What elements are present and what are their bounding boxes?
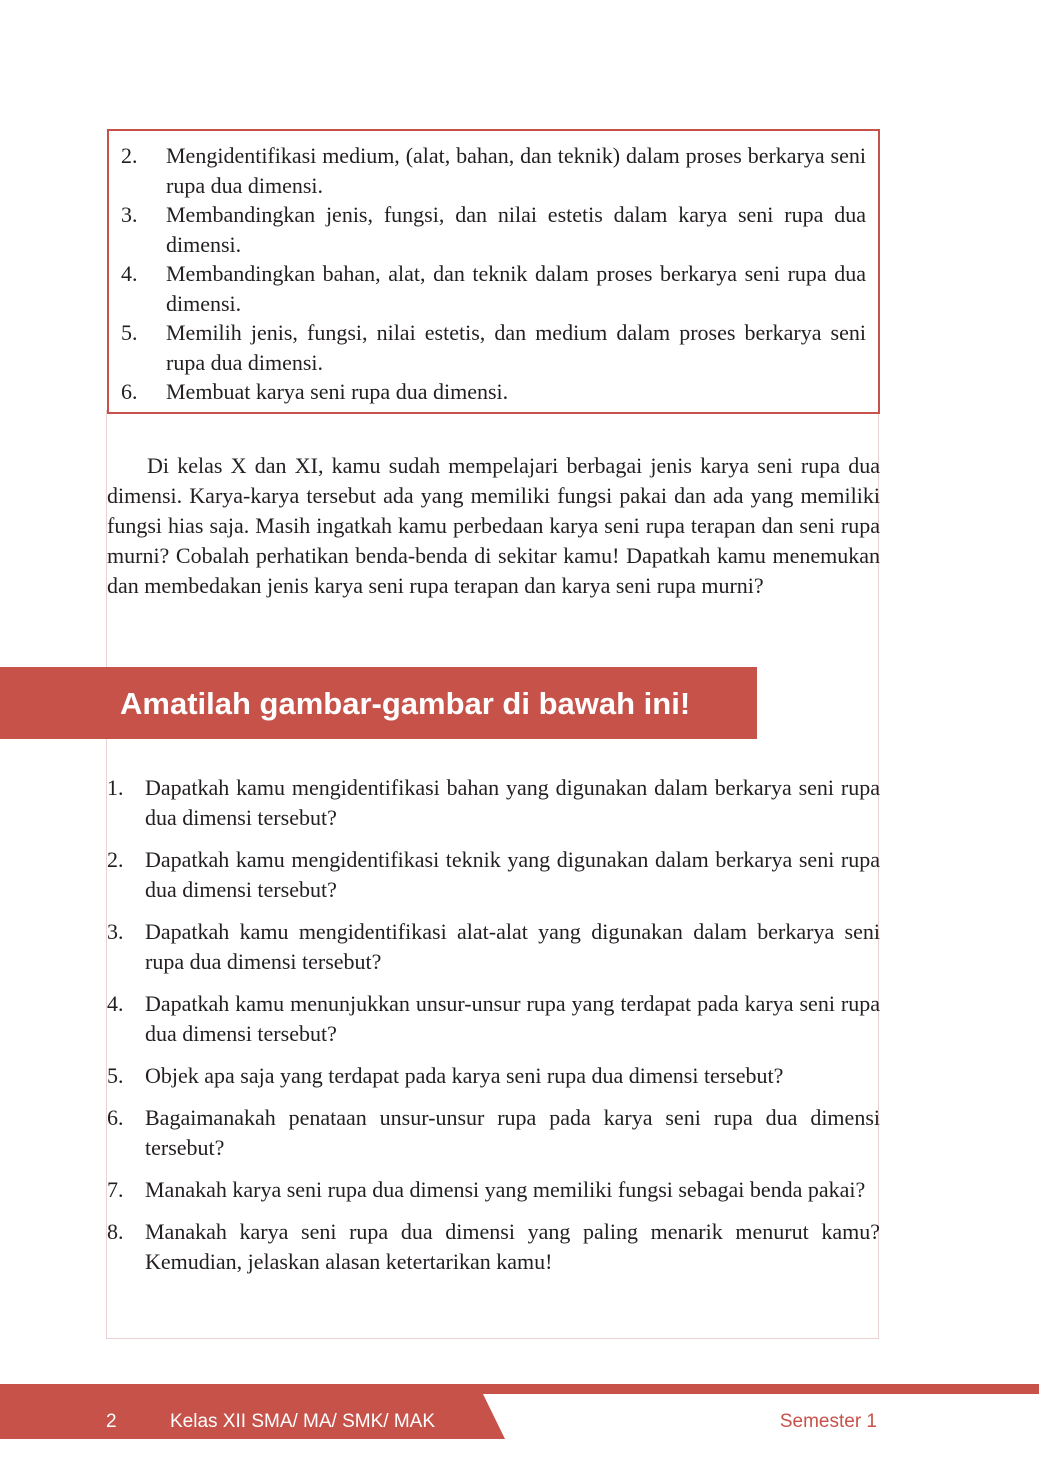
question-number: 1. <box>107 775 124 800</box>
objective-number: 5. <box>121 320 138 345</box>
question-number: 8. <box>107 1219 124 1244</box>
question-item <box>107 1217 880 1277</box>
question-item <box>107 1061 880 1091</box>
objective-number: 4. <box>121 261 138 286</box>
objective-text: Mengidentifikasi medium, (alat, bahan, dan teknik) dalam proses berkarya seni rupa dua dimensi. <box>166 143 866 198</box>
page-number: 2 <box>106 1411 117 1432</box>
objective-item <box>119 377 866 407</box>
objective-number: 2. <box>121 143 138 168</box>
question-number: 2. <box>107 847 124 872</box>
question-text: Manakah karya seni rupa dua dimensi yang paling menarik menurut kamu? Kemudian, jelaskan alasan ketertarikan kamu! <box>145 1219 880 1274</box>
class-label: Kelas XII SMA/ MA/ SMK/ MAK <box>170 1411 436 1432</box>
objective-number: 6. <box>121 379 138 404</box>
questions-list <box>107 773 880 1289</box>
question-number: 3. <box>107 919 124 944</box>
objective-item <box>119 141 866 200</box>
footer-semester-panel <box>483 1394 1039 1439</box>
question-text: Bagaimanakah penataan unsur-unsur rupa pada karya seni rupa dua dimensi tersebut? <box>145 1105 880 1160</box>
objective-text: Memilih jenis, fungsi, nilai estetis, dan medium dalam proses berkarya seni rupa dua dimensi. <box>166 320 866 375</box>
question-item <box>107 1103 880 1163</box>
objective-item <box>119 318 866 377</box>
question-item <box>107 917 880 977</box>
objective-number: 3. <box>121 202 138 227</box>
intro-paragraph: Di kelas X dan XI, kamu sudah mempelajari berbagai jenis karya seni rupa dua dimensi. Karya-karya tersebut ada yang memiliki fungsi pakai dan ada yang memiliki fungsi hias saja. Masih ingatkah kamu perbedaan karya seni rupa terapan dan seni rupa murni? Cobalah perhatikan benda-benda di sekitar kamu! Dapatkah kamu menemukan dan membedakan jenis karya seni rupa terapan dan karya seni rupa murni? <box>107 453 880 598</box>
question-text: Manakah karya seni rupa dua dimensi yang memiliki fungsi sebagai benda pakai? <box>145 1177 866 1202</box>
question-number: 7. <box>107 1177 124 1202</box>
question-text: Objek apa saja yang terdapat pada karya seni rupa dua dimensi tersebut? <box>145 1063 784 1088</box>
question-number: 6. <box>107 1105 124 1130</box>
objective-text: Membandingkan jenis, fungsi, dan nilai estetis dalam karya seni rupa dua dimensi. <box>166 202 866 257</box>
question-number: 5. <box>107 1063 124 1088</box>
question-item <box>107 989 880 1049</box>
question-text: Dapatkah kamu menunjukkan unsur-unsur rupa yang terdapat pada karya seni rupa dua dimensi tersebut? <box>145 991 880 1046</box>
question-text: Dapatkah kamu mengidentifikasi alat-alat yang digunakan dalam berkarya seni rupa dua dimensi tersebut? <box>145 919 880 974</box>
banner-title: Amatilah gambar-gambar di bawah ini! <box>120 686 691 721</box>
question-item <box>107 773 880 833</box>
objectives-box <box>107 129 880 414</box>
objective-item <box>119 259 866 318</box>
objective-text: Membandingkan bahan, alat, dan teknik dalam proses berkarya seni rupa dua dimensi. <box>166 261 866 316</box>
question-text: Dapatkah kamu mengidentifikasi bahan yang digunakan dalam berkarya seni rupa dua dimensi tersebut? <box>145 775 880 830</box>
question-text: Dapatkah kamu mengidentifikasi teknik yang digunakan dalam berkarya seni rupa dua dimensi tersebut? <box>145 847 880 902</box>
semester-label: Semester 1 <box>779 1411 877 1432</box>
objectives-list <box>119 141 866 407</box>
question-number: 4. <box>107 991 124 1016</box>
question-item <box>107 845 880 905</box>
objective-text: Membuat karya seni rupa dua dimensi. <box>166 379 509 404</box>
objective-item <box>119 200 866 259</box>
question-item <box>107 1175 880 1205</box>
